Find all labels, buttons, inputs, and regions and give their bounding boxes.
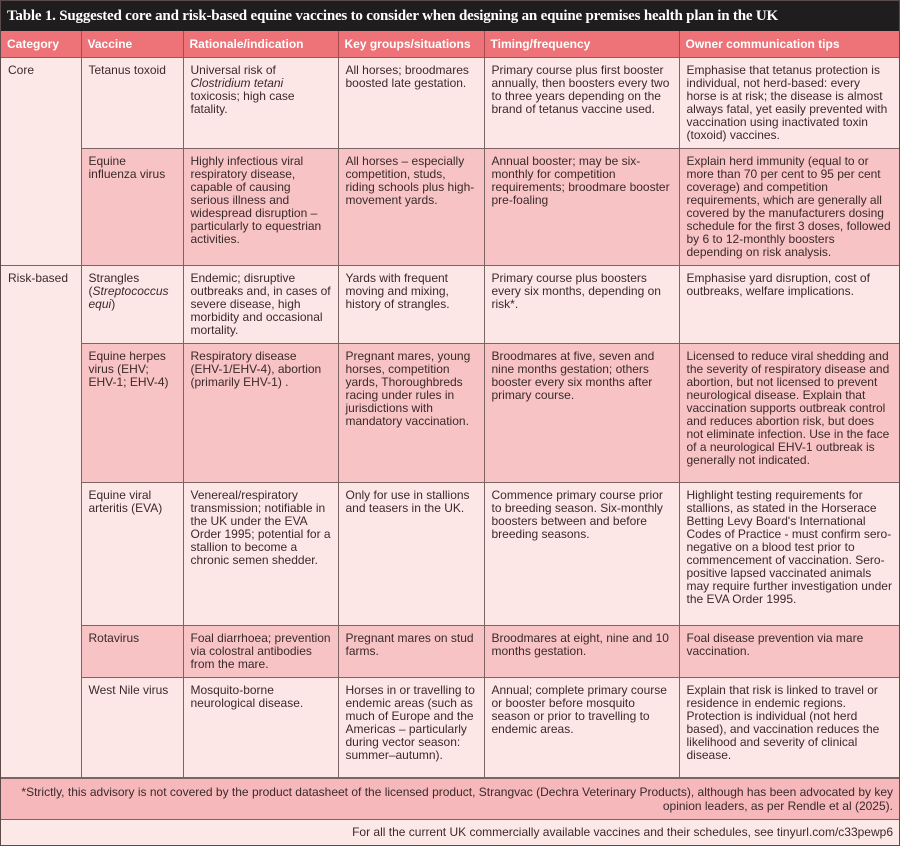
groups-cell: All horses; broodmares boosted late gestation. [338,58,484,149]
timing-cell: Primary course plus first booster annually, then boosters every two to three years depending on the brand of tetanus vaccine used. [484,58,679,149]
header-category: Category [1,31,81,58]
groups-cell: Pregnant mares on stud farms. [338,626,484,678]
table-row [1,58,899,149]
table-footnote: *Strictly, this advisory is not covered by the product datasheet of the licensed product, Strangvac (Dechra Veterinary Products), although has been advocated by key opinion leaders, as per Rendle et al (2025). [1,778,899,820]
tips-cell: Foal disease prevention via mare vaccination. [679,626,899,678]
table-source-note: For all the current UK commercially available vaccines and their schedules, see tinyurl.com/c33pewp6 [1,820,899,845]
rationale-text: Universal risk of [190,63,276,77]
table-title: Table 1. Suggested core and risk-based equine vaccines to consider when designing an equine premises health plan in the UK [1,1,899,31]
timing-cell: Commence primary course prior to breeding season. Six-monthly boosters between and before breeding seasons. [484,483,679,626]
rationale-cell: Endemic; disruptive outbreaks and, in cases of severe disease, high morbidity and occasional mortality. [183,266,338,344]
table-row [1,678,899,778]
vaccine-cell: Tetanus toxoid [81,58,183,149]
timing-cell: Primary course plus boosters every six months, depending on risk*. [484,266,679,344]
vaccine-cell: Equine influenza virus [81,149,183,266]
header-timing: Timing/frequency [484,31,679,58]
rationale-cell: Venereal/respiratory transmission; notifiable in the UK under the EVA Order 1995; potential for a stallion to become a chronic semen shedder. [183,483,338,626]
table-row [1,483,899,626]
groups-cell: Only for use in stallions and teasers in the UK. [338,483,484,626]
groups-cell: Yards with frequent moving and mixing, history of strangles. [338,266,484,344]
category-core: Core [1,58,81,266]
tips-cell: Licensed to reduce viral shedding and the severity of respiratory disease and abortion, but not licensed to prevent neurological disease. Explain that vaccination supports outbreak control and reduces abortion risk, but does not eliminate infection. Use in the face of a neurological EHV-1 outbreak is generally not indicated. [679,344,899,483]
header-vaccine: Vaccine [81,31,183,58]
timing-cell: Broodmares at eight, nine and 10 months gestation. [484,626,679,678]
rationale-cell: Foal diarrhoea; prevention via colostral antibodies from the mare. [183,626,338,678]
tips-cell: Emphasise yard disruption, cost of outbreaks, welfare implications. [679,266,899,344]
header-tips: Owner communication tips [679,31,899,58]
vaccine-text: Strangles ( [88,271,140,298]
vaccine-cell: Equine viral arteritis (EVA) [81,483,183,626]
timing-cell: Broodmares at five, seven and nine months gestation; others booster every six months after primary course. [484,344,679,483]
tips-cell: Explain that risk is linked to travel or residence in endemic regions. Protection is individual (not herd based), and vaccination reduces the likelihood and severity of clinical disease. [679,678,899,778]
tips-cell: Explain herd immunity (equal to or more than 70 per cent to 95 per cent coverage) and competition requirements, which are generally all covered by the manufacturers dosing schedule for the first 3 doses, followed by 6 to 12-monthly boosters depending on risk analysis. [679,149,899,266]
rationale-cell [183,58,338,149]
vaccine-cell [81,266,183,344]
header-row [1,31,899,58]
table-row [1,149,899,266]
tips-cell: Highlight testing requirements for stallions, as stated in the Horserace Betting Levy Board's International Codes of Practice - must confirm sero-negative on a blood test prior to commencement of vaccination. Sero-positive lapsed vaccinated animals may require further investigation under the EVA Order 1995. [679,483,899,626]
groups-cell: All horses – especially competition, studs, riding schools plus high-movement yards. [338,149,484,266]
timing-cell: Annual booster; may be six-monthly for competition requirements; broodmare booster pre-foaling [484,149,679,266]
vaccine-cell: Rotavirus [81,626,183,678]
table-row [1,266,899,344]
timing-cell: Annual; complete primary course or booster before mosquito season or prior to travelling to endemic areas. [484,678,679,778]
header-key-groups: Key groups/situations [338,31,484,58]
rationale-cell: Highly infectious viral respiratory disease, capable of causing serious illness and widespread disruption – particularly to equestrian activities. [183,149,338,266]
vaccine-species: Streptococcus equi [88,284,169,311]
rationale-cell: Mosquito-borne neurological disease. [183,678,338,778]
rationale-species: Clostridium tetani [190,76,284,90]
vaccine-cell: West Nile virus [81,678,183,778]
header-rationale: Rationale/indication [183,31,338,58]
vaccine-cell: Equine herpes virus (EHV; EHV-1; EHV-4) [81,344,183,483]
vaccine-text: ) [111,297,116,311]
vaccine-table [1,31,899,778]
table-row [1,626,899,678]
category-risk-based: Risk-based [1,266,81,778]
groups-cell: Pregnant mares, young horses, competition yards, Thoroughbreds racing under rules in jurisdictions with mandatory vaccination. [338,344,484,483]
table-row [1,344,899,483]
groups-cell: Horses in or travelling to endemic areas (such as much of Europe and the Americas – particularly during vector season: summer–autumn). [338,678,484,778]
rationale-cell: Respiratory disease (EHV-1/EHV-4), abortion (primarily EHV-1) . [183,344,338,483]
rationale-text: toxicosis; high case fatality. [190,89,295,116]
tips-cell: Emphasise that tetanus protection is individual, not herd-based: every horse is at risk; the disease is almost always fatal, yet easily prevented with vaccination using inactivated toxin (toxoid) vaccines. [679,58,899,149]
